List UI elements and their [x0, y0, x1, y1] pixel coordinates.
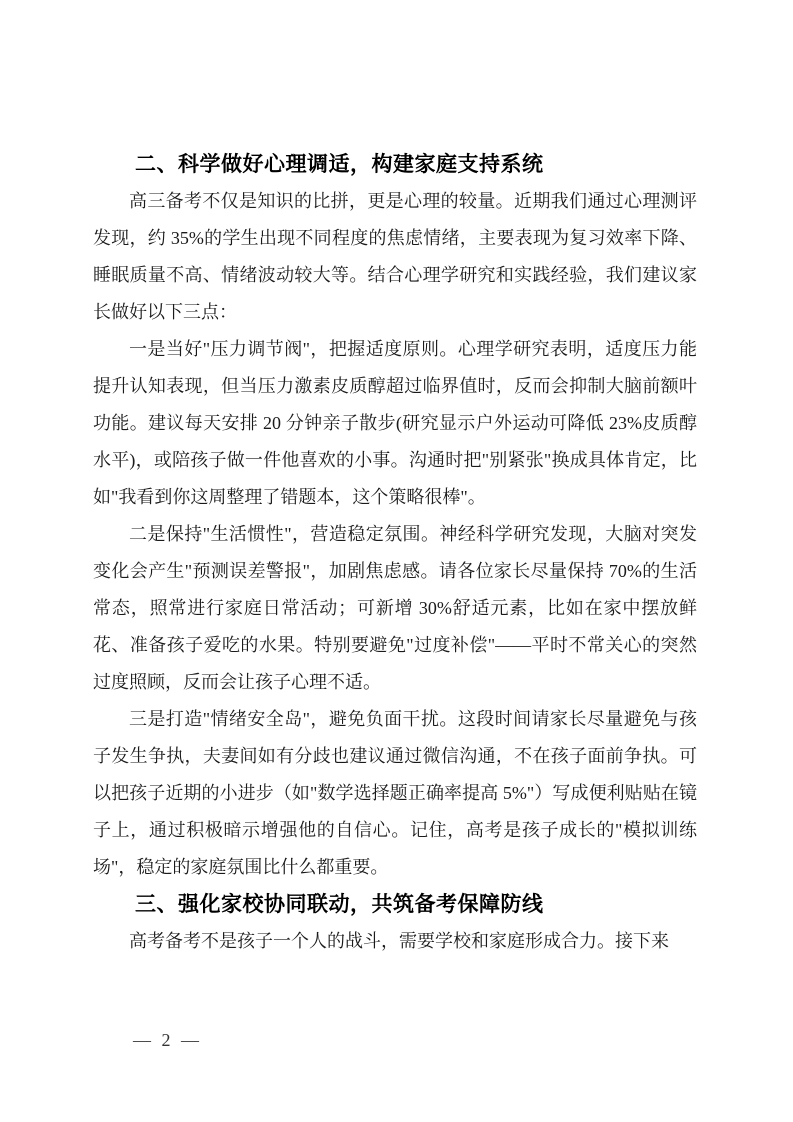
paragraph-point-three-emotion-island: 三是打造"情绪安全岛"，避免负面干扰。这段时间请家长尽量避免与孩子发生争执，夫妻间如有分歧也建议通过微信沟通，不在孩子面前争执。可以把孩子近期的小进步（如"数学选择题正确率提高 5%"）写成便利贴贴在镜子上，通过积极暗示增强他的自信心。记住，高考是孩子成长的"模拟训练场"，稳定的家庭氛围比什么都重要。 [93, 709, 697, 877]
paragraph-point-two-life-inertia: 二是保持"生活惯性"，营造稳定氛围。神经科学研究发现，大脑对突发变化会产生"预测误差警报"，加剧焦虑感。请各位家长尽量保持 70%的生活常态，照常进行家庭日常活动；可新增 30%舒适元素，比如在家中摆放鲜花、准备孩子爱吃的水果。特别要避免"过度补偿"——平时不常关心的突然过度照顾，反而会让孩子心理不适。 [93, 524, 697, 692]
section-heading-home-school: 三、强化家校协同联动，共筑备考保障防线 [135, 893, 544, 916]
document-body [93, 146, 697, 960]
page-number: — 2 — [133, 1030, 202, 1050]
paragraph-point-one-pressure-valve: 一是当好"压力调节阀"，把握适度原则。心理学研究表明，适度压力能提升认知表现，但当压力激素皮质醇超过临界值时，反而会抑制大脑前额叶功能。建议每天安排 20 分钟亲子散步(研究显示户外运动可降低 23%皮质醇水平)，或陪孩子做一件他喜欢的小事。沟通时把"别紧张"换成具体肯定，比如"我看到你这周整理了错题本，这个策略很棒"。 [93, 339, 697, 507]
section-heading-psychology: 二、科学做好心理调适，构建家庭支持系统 [135, 153, 544, 176]
paragraph-intro-anxiety: 高三备考不仅是知识的比拼，更是心理的较量。近期我们通过心理测评发现，约 35%的学生出现不同程度的焦虑情绪，主要表现为复习效率下降、睡眠质量不高、情绪波动较大等。结合心理学研究和实践经验，我们建议家长做好以下三点： [93, 191, 697, 322]
paragraph-home-school-intro: 高考备考不是孩子一个人的战斗，需要学校和家庭形成合力。接下来 [129, 931, 669, 951]
